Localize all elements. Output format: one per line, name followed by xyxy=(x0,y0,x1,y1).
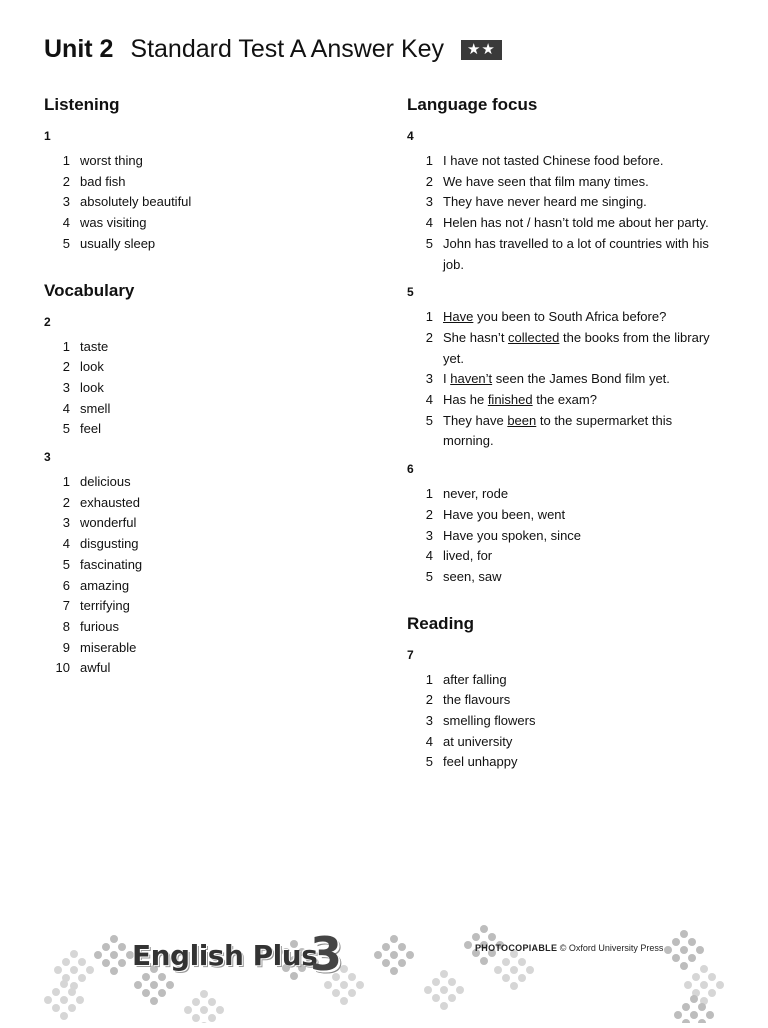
answer-item xyxy=(407,732,717,753)
answer-item xyxy=(407,328,717,369)
answer-text: Have you been, went xyxy=(443,506,566,522)
answer-number: 5 xyxy=(62,421,70,437)
answer-item xyxy=(407,151,717,172)
answer-text: I have not tasted Chinese food before. xyxy=(443,153,664,168)
test-title: Standard Test A Answer Key xyxy=(130,35,445,63)
answer-text: smell xyxy=(80,400,111,416)
answer-text: seen, saw xyxy=(443,568,502,584)
answer-number: 2 xyxy=(62,494,70,510)
answer-number: 9 xyxy=(62,639,70,655)
answer-text: fascinating xyxy=(80,556,143,572)
answer-number: 1 xyxy=(425,671,433,687)
answer-number: 1 xyxy=(62,153,70,168)
answer-number: 3 xyxy=(425,527,433,543)
answer-item xyxy=(44,337,344,358)
answer-number: 5 xyxy=(62,556,70,572)
level-number-logo: 3 xyxy=(310,927,343,981)
answer-text xyxy=(443,369,717,390)
answer-item xyxy=(407,546,717,567)
answer-text-part: She hasn’t xyxy=(443,329,509,345)
left-column xyxy=(44,95,344,679)
exercise-number: 4 xyxy=(407,129,414,143)
answer-item xyxy=(407,172,717,193)
answer-text: look xyxy=(80,379,104,395)
answer-text-part: the books from the library yet. xyxy=(443,329,710,366)
unit-label: Unit 2 xyxy=(44,35,114,63)
answer-number: 4 xyxy=(62,215,70,231)
copyright-text: © Oxford University Press xyxy=(559,943,664,953)
answer-number: 1 xyxy=(425,486,433,502)
answer-item xyxy=(407,390,717,411)
answer-number: 4 xyxy=(425,548,433,564)
answer-number: 5 xyxy=(425,754,433,770)
section-heading-language-focus: Language focus xyxy=(407,95,538,114)
answer-number: 5 xyxy=(425,568,433,584)
answer-number: 2 xyxy=(425,692,433,708)
answer-number: 3 xyxy=(425,371,433,387)
answer-item xyxy=(44,576,344,597)
answer-item xyxy=(44,151,344,172)
answer-text: smelling flowers xyxy=(443,713,536,729)
answer-number: 3 xyxy=(62,515,70,531)
answer-text-part: you been to South Africa before? xyxy=(473,309,667,325)
answer-number: 4 xyxy=(62,536,70,552)
answer-text xyxy=(443,411,717,452)
answer-number: 4 xyxy=(425,733,433,749)
section-heading-vocabulary: Vocabulary xyxy=(44,280,135,300)
page-title xyxy=(44,33,502,65)
answer-text: never, rode xyxy=(443,486,509,502)
exercise-number: 2 xyxy=(44,314,51,329)
underlined-answer-word: finished xyxy=(487,392,533,408)
answer-item xyxy=(407,690,717,711)
answer-list xyxy=(407,307,717,452)
answer-text: at university xyxy=(443,733,513,749)
answer-number: 2 xyxy=(425,329,433,345)
answer-text-part: to the supermarket this morning. xyxy=(443,412,673,449)
answer-number: 4 xyxy=(425,215,433,231)
answer-text xyxy=(443,390,717,411)
answer-item xyxy=(44,638,344,659)
answer-list xyxy=(44,151,344,255)
answer-item xyxy=(407,369,717,390)
answer-item xyxy=(44,172,344,193)
answer-item xyxy=(44,513,344,534)
answer-item xyxy=(407,307,717,328)
answer-text-part: seen the James Bond film yet. xyxy=(492,371,670,387)
answer-item xyxy=(407,526,717,547)
answer-item xyxy=(44,534,344,555)
answer-item xyxy=(44,472,344,493)
answer-text xyxy=(443,328,717,369)
exercise-number: 5 xyxy=(407,285,414,300)
answer-number: 2 xyxy=(62,173,70,189)
answer-item xyxy=(407,484,717,505)
answer-item xyxy=(407,711,717,732)
answer-text-part: Has he xyxy=(443,392,488,408)
answer-text: usually sleep xyxy=(80,235,156,251)
answer-item xyxy=(407,192,717,213)
answer-item xyxy=(407,567,717,588)
answer-text: disgusting xyxy=(80,536,139,552)
answer-text xyxy=(443,307,717,328)
answer-text: We have seen that film many times. xyxy=(443,173,649,189)
answer-text: look xyxy=(80,359,104,375)
answer-text: amazing xyxy=(80,577,130,593)
answer-item xyxy=(44,357,344,378)
section-heading-reading: Reading xyxy=(407,613,475,633)
answer-text: John has travelled to a lot of countries with his job. xyxy=(443,235,709,272)
answer-text: bad fish xyxy=(80,173,126,189)
answer-list xyxy=(407,151,717,275)
answer-text: was visiting xyxy=(80,215,147,231)
answer-number: 3 xyxy=(425,713,433,729)
answer-text: taste xyxy=(80,338,109,354)
answer-number: 10 xyxy=(55,660,70,676)
exercise-number: 3 xyxy=(44,450,51,465)
exercise-number: 6 xyxy=(407,462,414,477)
answer-number: 5 xyxy=(425,412,433,428)
answer-text: exhausted xyxy=(80,494,140,510)
answer-text: lived, for xyxy=(443,548,493,564)
answer-text: They have never heard me singing. xyxy=(443,194,647,210)
answer-list xyxy=(44,337,344,441)
difficulty-stars-badge: ★★ xyxy=(461,40,502,60)
answer-number: 1 xyxy=(425,153,433,168)
answer-list xyxy=(407,670,717,774)
footer-banner xyxy=(44,915,724,1023)
underlined-answer-word: haven’t xyxy=(450,371,493,387)
right-column xyxy=(407,95,717,773)
answer-number: 6 xyxy=(62,577,70,593)
answer-number: 1 xyxy=(425,309,433,325)
answer-number: 2 xyxy=(425,506,433,522)
answer-item xyxy=(44,192,344,213)
answer-text: the flavours xyxy=(443,692,511,708)
answer-text: terrifying xyxy=(80,598,130,614)
answer-text-part: I xyxy=(443,371,451,387)
section-heading-listening: Listening xyxy=(44,95,120,114)
underlined-answer-word: Have xyxy=(443,309,474,325)
answer-number: 7 xyxy=(62,598,70,614)
answer-text: Helen has not / hasn’t told me about her party. xyxy=(443,215,709,231)
answer-item xyxy=(44,596,344,617)
answer-item xyxy=(44,555,344,576)
photocopiable-notice xyxy=(475,943,663,953)
answer-text-part: the exam? xyxy=(532,392,597,408)
answer-number: 2 xyxy=(425,173,433,189)
answer-number: 4 xyxy=(425,392,433,408)
answer-list xyxy=(407,484,717,588)
answer-number: 2 xyxy=(62,359,70,375)
answer-text-part: They have xyxy=(443,412,508,428)
answer-item xyxy=(407,411,717,452)
answer-number: 3 xyxy=(425,194,433,210)
answer-item xyxy=(44,213,344,234)
underlined-answer-word: been xyxy=(507,412,537,428)
exercise-number: 1 xyxy=(44,129,51,143)
answer-list xyxy=(44,472,344,679)
english-plus-logo: English Plus xyxy=(132,939,318,972)
answer-number: 3 xyxy=(62,379,70,395)
answer-text: awful xyxy=(80,660,111,676)
underlined-answer-word: collected xyxy=(508,329,560,345)
answer-item xyxy=(44,234,344,255)
answer-number: 8 xyxy=(62,618,70,634)
answer-number: 5 xyxy=(425,235,433,251)
answer-text: wonderful xyxy=(80,515,137,531)
answer-item xyxy=(44,617,344,638)
answer-text: absolutely beautiful xyxy=(80,194,192,210)
answer-item xyxy=(407,670,717,691)
photocopiable-label: PHOTOCOPIABLE xyxy=(475,943,558,953)
answer-number: 1 xyxy=(62,474,70,490)
answer-item xyxy=(407,234,717,275)
answer-text: Have you spoken, since xyxy=(443,527,582,543)
answer-number: 5 xyxy=(62,235,70,251)
answer-text: feel xyxy=(80,421,101,437)
answer-item xyxy=(407,505,717,526)
answer-text: delicious xyxy=(80,474,131,490)
answer-item xyxy=(44,493,344,514)
answer-number: 4 xyxy=(62,400,70,416)
answer-item xyxy=(44,658,344,679)
answer-text: worst thing xyxy=(80,153,143,168)
answer-item xyxy=(407,752,717,773)
answer-item xyxy=(407,213,717,234)
exercise-number: 7 xyxy=(407,647,414,662)
answer-text: miserable xyxy=(80,639,137,655)
answer-number: 1 xyxy=(62,338,70,354)
answer-text: after falling xyxy=(443,671,507,687)
answer-text: feel unhappy xyxy=(443,754,518,770)
answer-item xyxy=(44,419,344,440)
answer-item xyxy=(44,399,344,420)
answer-number: 3 xyxy=(62,194,70,210)
answer-item xyxy=(44,378,344,399)
answer-text: furious xyxy=(80,618,120,634)
